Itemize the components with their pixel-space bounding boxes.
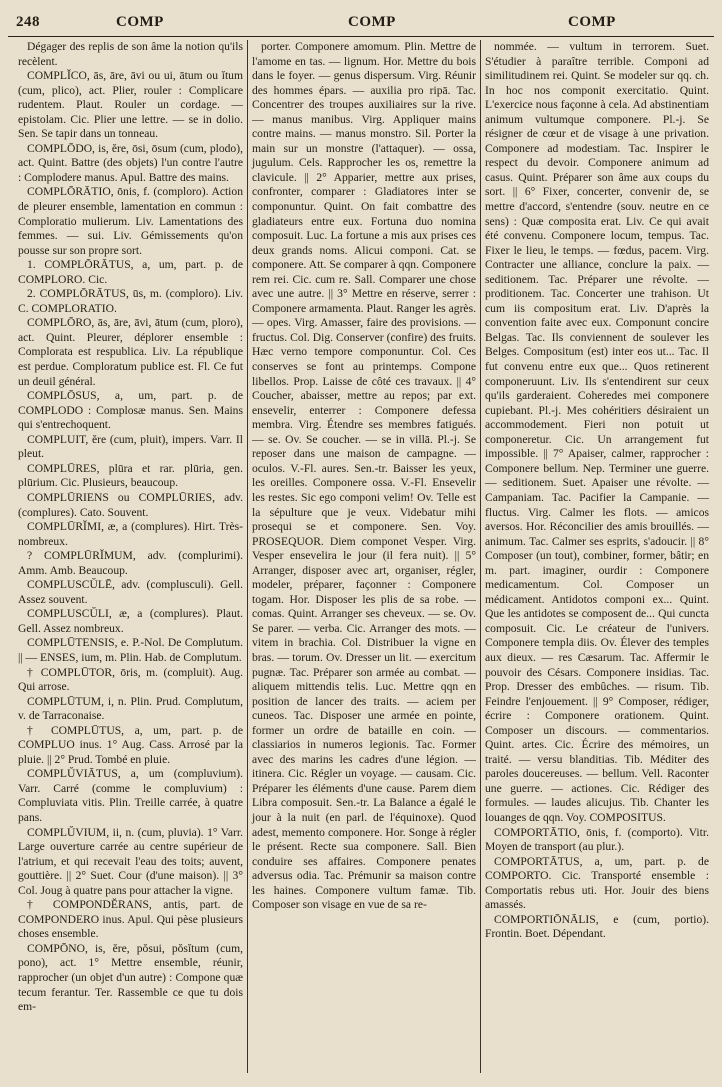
dictionary-entry: COMPLŪTENSIS, e. P.-Nol. De Complutum. || — ENSES, ium, m. Plin. Hab. de Complutum. xyxy=(18,636,243,664)
column-left xyxy=(14,40,247,1073)
header-right-guide-word: COMP xyxy=(568,14,616,30)
column-middle xyxy=(247,40,480,1073)
page-number: 248 xyxy=(16,14,40,30)
dictionary-entry: COMPŌNO, is, ĕre, pŏsui, pŏsĭtum (cum, pono), act. 1° Mettre ensemble, réunir, rapprocher (un objet d'un autre) : Compone quæ tecum ferantur. Ter. Rassemble ce que tu dois em- xyxy=(18,941,243,1014)
dictionary-entry: COMPLUIT, ĕre (cum, pluit), impers. Varr. Il pleut. xyxy=(18,432,243,461)
running-header xyxy=(8,0,714,34)
dictionary-entry: COMPLŌSUS, a, um, part. p. de COMPLODO : Complosæ manus. Sen. Mains qui s'entrechoquent. xyxy=(18,389,243,432)
dictionary-entry: COMPLĬCO, ās, āre, āvi ou ui, ātum ou ĭtum (cum, plico), act. Plier, rouler : Complicare rudentem. Plaut. Rouler un cordage. — epistolam. Cic. Plier une lettre. — se in dolio. Sen. Se tapir dans un tonneau. xyxy=(18,69,243,141)
dictionary-entry: † COMPONDĔRANS, antis, part. de COMPONDERO inus. Apul. Qui pèse plusieurs choses ensemble. xyxy=(18,898,243,941)
column-right xyxy=(480,40,713,1073)
header-center-guide-word: COMP xyxy=(348,14,396,30)
dictionary-entry: Dégager des replis de son âme la notion qu'ils recèlent. xyxy=(18,40,243,68)
dictionary-entry: COMPLŌRĀTIO, ōnis, f. (comploro). Action de pleurer ensemble, lamentation en commun : Comploratio mulierum. Liv. Lamentations des femmes. — sui. Liv. Gémissements qu'on pousse sur son propre sort. xyxy=(18,185,243,257)
dictionary-entry: COMPLŪRES, plūra et rar. plūria, gen. plūrium. Cic. Plusieurs, beaucoup. xyxy=(18,461,243,490)
dictionary-entry: † COMPLŪTOR, ōris, m. (compluit). Aug. Qui arrose. xyxy=(18,665,243,694)
header-rule xyxy=(8,36,714,37)
dictionary-entry: COMPLŬVIĀTUS, a, um (compluvium). Varr. Carré (comme le compluvium) : Compluviata vitis. Plin. Treille carrée, à quatre pans. xyxy=(18,767,243,824)
dictionary-entry: COMPLUSCŬLĒ, adv. (complusculi). Gell. Assez souvent. xyxy=(18,578,243,606)
header-left-guide-word: COMP xyxy=(116,14,164,30)
dictionary-entry: porter. Componere amomum. Plin. Mettre de l'amome en tas. — lignum. Hor. Mettre du bois dans le foyer. — genus dispersum. Virg. Réunir des hommes épars. — auxilia pro ripā. Tac. Concentrer des troupes auxiliaires sur la rive. — manus manibus. Virg. Appliquer mains contre mains. — manus monstro. Sil. Porter la main sur un monstre (l'attaquer). — ossa, jugulum. Cels. Rapprocher les os, remettre la clavicule. || 2° Apparier, mettre aux prises, confronter, comparer : Gladiatores inter se componuntur. Quint. On fait combattre des gladiateurs entre eux. Fortuna duo nomina composuit. Luc. La fortune a mis aux prises ces deux grands noms. Alicui componi. Cat. se componere. Att. Se comparer à qqn. Componere rem rei. Cic. cum re. Sall. Comparer une chose avec une autre. || 3° Mettre en réserve, serrer : Componere armamenta. Plaut. Ranger les agrès. — opes. Virg. Amasser, faire des provisions. — fructus. Col. Dig. Conserver (confire) des fruits. Hæc verno tempore componuntur. Col. Ces conserves se font au printemps. Compone libellos. Prop. Laisse de côté ces travaux. || 4° Coucher, abaisser, mettre au repos; par ext. ensevelir, enterrer : Componere defessa membra. Virg. Étendre ses membres fatigués. — se. Ov. Se coucher. — se in villā. Pl.-j. Se reposer dans une maison de campagne. — oculos. V.-Fl. aures. Sen.-tr. Baisser les yeux, les oreilles. Componere ossa. V.-Fl. Ensevelir les restes. Sic ego componi velim! Ov. Telle est la sépulture que je veux. Videbatur mihi prosequi se et componere. Sen. Voy. PROSEQUOR. Diem componet Vesper. Virg. Vesper ensevelira le jour (il fera nuit). || 5° Arranger, disposer avec art, organiser, régler, modeler, préparer, façonner : Componere togam. Hor. Disposer les plis de sa robe. — comas. Quint. Arranger ses cheveux. — se. Ov. Se parer. — verba. Cic. Arranger des mots. — vitem in brachia. Col. Distribuer la vigne en bras. — torum. Ov. Dresser un lit. — exercitum pugnæ. Tac. Préparer son armée au combat. — aliquem mittendis telis. Luc. Mettre qqn en position de lancer des traits. — aciem per cuneos. Tac. Disposer une armée en pointe, former un ordre de bataille en coin. — classiarios in numeros legionis. Tac. Former avec des marins les cadres d'une légion. — itinera. Cic. Régler un voyage. — causam. Cic. Préparer les éléments d'une cause. Parem diem Libra composuit. Sen.-tr. La Balance a égalé le jour à la nuit (en parl. de l'équinoxe). Quod adest, memento componere. Hor. Songe à régler le présent. Recte sua componere. Sall. Bien conduire ses affaires. Componere penates adversus odia. Tac. Prémunir sa maison contre les haines. Componere vultum famæ. Tib. Composer son visage en vue de sa re- xyxy=(252,40,476,912)
dictionary-entry: COMPLŌDO, is, ĕre, ōsi, ōsum (cum, plodo), act. Quint. Battre (des objets) l'un contre l'autre : Complodere manus. Apul. Battre des mains. xyxy=(18,141,243,184)
dictionary-entry: 1. COMPLŌRĀTUS, a, um, part. p. de COMPLORO. Cic. xyxy=(18,258,243,286)
dictionary-entry: † COMPLŪTUS, a, um, part. p. de COMPLUO inus. 1° Aug. Cass. Arrosé par la pluie. || 2° Prud. Tombé en pluie. xyxy=(18,723,243,766)
dictionary-entry: 2. COMPLŌRĀTUS, ūs, m. (comploro). Liv. C. COMPLORATIO. xyxy=(18,287,243,315)
dictionary-entry: COMPORTIŌNĀLIS, e (cum, portio). Frontin. Boet. Dépendant. xyxy=(485,912,709,941)
dictionary-entry: COMPLŪRĬMI, æ, a (complures). Hirt. Très-nombreux. xyxy=(18,520,243,548)
dictionary-entry: COMPLŬVIUM, ii, n. (cum, pluvia). 1° Varr. Large ouverture carrée au centre supérieur de l'atrium, et qui recevait l'eau des toits; auvent, gouttière. || 2° Suet. Cour (d'une maison). || 3° Col. Joug à quatre pans pour attacher la vigne. xyxy=(18,825,243,897)
dictionary-entry: COMPORTĀTIO, ōnis, f. (comporto). Vitr. Moyen de transport (au plur.). xyxy=(485,825,709,854)
dictionary-entry: COMPLUSCŬLI, æ, a (complures). Plaut. Gell. Assez nombreux. xyxy=(18,607,243,635)
text-columns xyxy=(14,40,714,1073)
dictionary-entry: COMPLŪRIENS ou COMPLŪRIES, adv. (complures). Cato. Souvent. xyxy=(18,490,243,519)
dictionary-entry: COMPLŪTUM, i, n. Plin. Prud. Complutum, v. de Tarraconaise. xyxy=(18,694,243,723)
dictionary-entry: ? COMPLŪRĬMUM, adv. (complurimi). Amm. Amb. Beaucoup. xyxy=(18,549,243,577)
dictionary-entry: COMPLŌRO, ās, āre, āvi, ātum (cum, ploro), act. Quint. Pleurer, déplorer ensemble : Complorata est respublica. Liv. La république est perdue. Comploratum publice est. Fl. Ce fut un deuil général. xyxy=(18,316,243,388)
dictionary-entry: nommée. — vultum in terrorem. Suet. S'étudier à paraître terrible. Componi ad similitudinem rei. Quint. Se modeler sur qq. ch. In hoc nos componit exercitatio. Quint. L'exercice nous façonne à cela. Ad abstinentiam animum vultumque componere. Pl.-j. Se résigner de cœur et de visage à une privation. Componere ad modestiam. Tac. Inspirer le respect du devoir. Componere animum ad casus. Quint. Préparer son âme aux coups du sort. || 6° Fixer, concerter, convenir de, se mettre d'accord, s'entendre (souv. neutre en ce sens) : Quæ composita erat. Liv. Ce qui avait été convenu. Componere locum, tempus. Tac. Fixer le lieu, le temps. — fœdus, pacem. Virg. Contracter une alliance, conclure la paix. — seditionem. Tac. Préparer une révolte. — proditionem. Tac. Concerter une trahison. Ut cum iis compositum erat. Liv. D'après la convention faite avec eux. Componunt concire Belgas. Tac. Ils conviennent de soulever les Belges. Compositum (est) inter eos ut... Tac. Il fut convenu entre eux que... Quos retinerent componeruunt. Liv. Ils s'entendirent sur ceux qu'ils garderaient. Coheredes mei componere cupiebant. Pl.-j. Mes cohéritiers désiraient un accommodement. Fieri non potuit ut componeretur. Cic. Un arrangement fut impossible. || 7° Apaiser, calmer, rapprocher : Componere bellum. Nep. Terminer une guerre. — seditionem. Suet. Apaiser une révolte. — Campaniam. Tac. Pacifier la Campanie. — fluctus. Virg. Calmer les flots. — amicos aversos. Hor. Réconcilier des amis brouillés. — animum. Tac. Calmer ses esprits, s'adoucir. || 8° Composer (un tout), combiner, former, bâtir; en m. part. imaginer, ourdir : Componere medicamentum. Col. Composer un médicament. Antidotos componi ex... Quint. Que les antidotes se composent de... Qui cuncta composuit. Cic. Le créateur de l'univers. Componere templa diis. Ov. Élever des temples aux dieux. — res Cæsarum. Tac. Affermir le pouvoir des Césars. Componere insidias. Tac. Prop. Dresser des embûches. — risum. Tib. Feindre l'enjouement. || 9° Composer, rédiger, écrire : Componere orationem. Quint. Composer un discours. — commentarios. Quint. artes. Cic. Écrire des mémoires, un traité. — versu blanditias. Tib. Méditer des paroles doucereuses. — bellum. Vell. Raconter une guerre. — actiones. Cic. Rédiger des formules. — laudes alicujus. Tib. Chanter les louanges de qqn. Voy. COMPOSITUS. xyxy=(485,40,709,824)
dictionary-entry: COMPORTĀTUS, a, um, part. p. de COMPORTO. Cic. Transporté ensemble : Comportatis rebus uti. Hor. Jouir des biens amassés. xyxy=(485,854,709,912)
